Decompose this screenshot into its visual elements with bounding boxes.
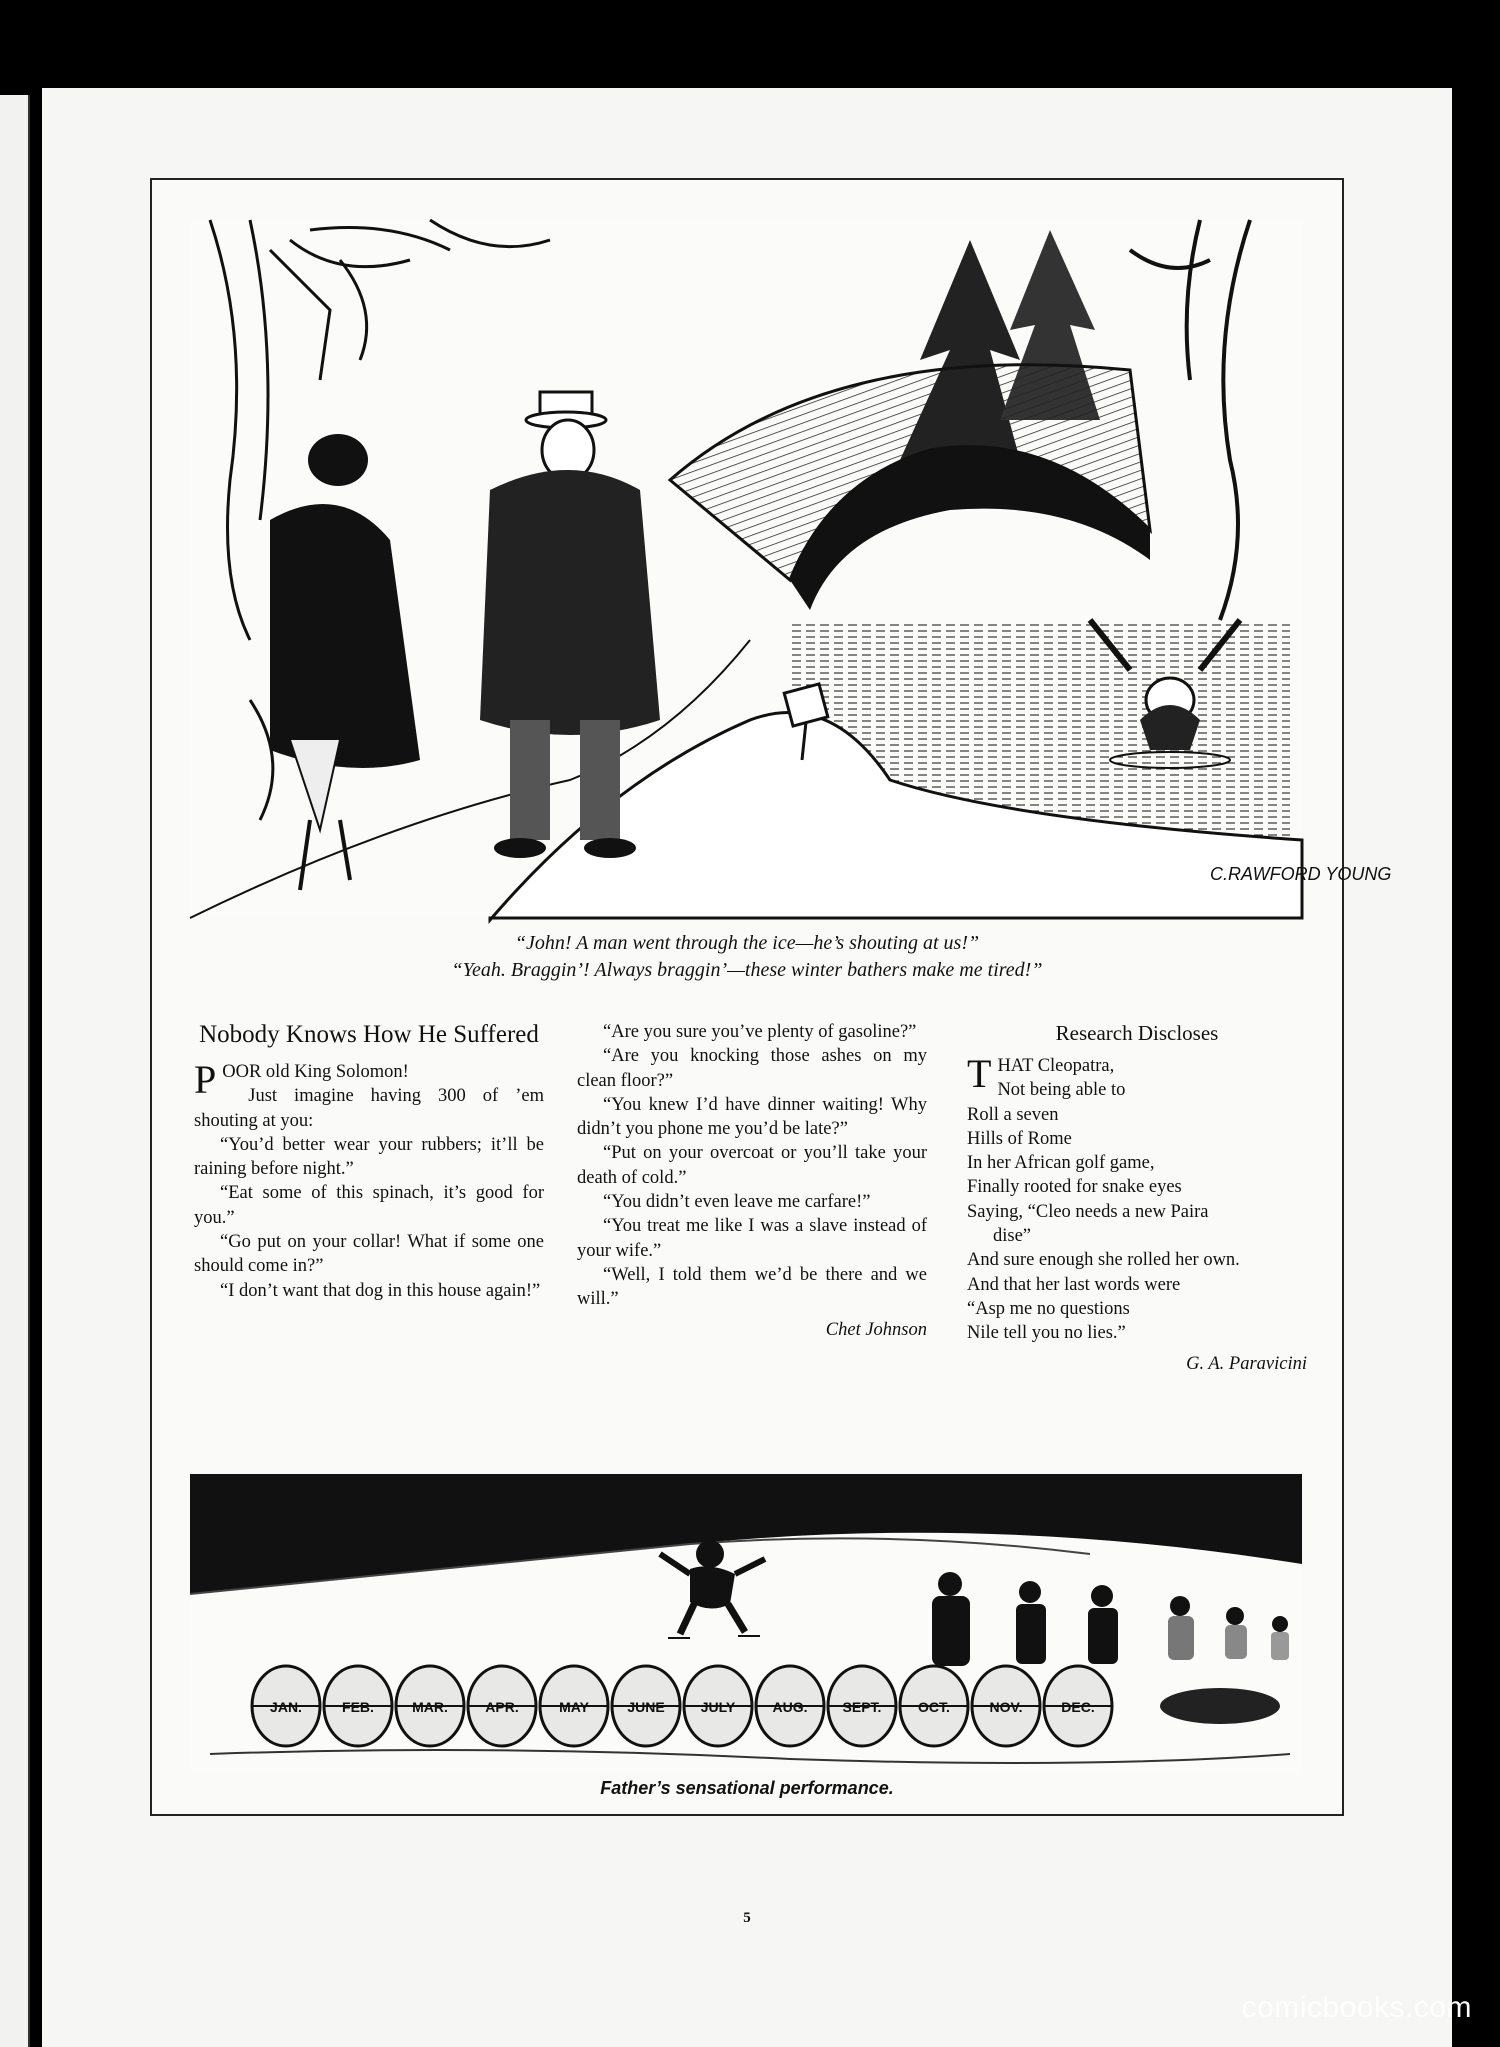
barrel-label: JUNE: [627, 1699, 665, 1715]
ice-cartoon-illustration: [190, 220, 1392, 918]
barrel: [324, 1666, 392, 1746]
paragraph: “Put on your overcoat or you’ll take your death of cold.”: [577, 1143, 927, 1188]
barrel-label: AUG.: [772, 1699, 808, 1715]
poem-line: In her African golf game,: [967, 1153, 1155, 1174]
paragraph: “Are you knocking those ashes on my clean floor?”: [577, 1046, 927, 1091]
poem-line: And that her last words were: [967, 1274, 1181, 1295]
drop-cap: T: [967, 1051, 992, 1096]
barrel: [828, 1666, 896, 1746]
barrel: [972, 1666, 1040, 1746]
article-first-paragraph: [194, 1057, 544, 1102]
cartoon-caption: Father’s sensational performance.: [600, 1778, 894, 1798]
barrel: [396, 1666, 464, 1746]
barrel: [1044, 1666, 1112, 1746]
barrel-label: OCT.: [918, 1699, 950, 1715]
barrel: [612, 1666, 680, 1746]
left-page-edge: [0, 95, 30, 2047]
poem-line: Nile tell you no lies.”: [967, 1323, 1126, 1344]
article-title: Nobody Knows How He Suffered: [199, 1021, 539, 1048]
author-credit: Chet Johnson: [825, 1319, 927, 1340]
paragraph: “Well, I told them we’d be there and we will.”: [577, 1264, 927, 1310]
barrel: [900, 1666, 968, 1746]
watermark: comicbooks.com: [1241, 1991, 1472, 2024]
paragraph: “Eat some of this spinach, it’s good for you.”: [194, 1183, 544, 1228]
article-title: Research Discloses: [1055, 1021, 1219, 1045]
cartoon-caption: [152, 930, 1342, 984]
paragraph: “Go put on your collar! What if some one should come in?”: [194, 1232, 544, 1277]
author-credit: G. A. Paravicini: [1186, 1353, 1307, 1374]
barrel-label: APR.: [485, 1699, 519, 1715]
first-line-text: HAT Cleopatra,: [997, 1056, 1115, 1076]
barrel-label: FEB.: [342, 1699, 374, 1715]
barrel-label: JULY: [700, 1699, 736, 1715]
paragraph: “I don’t want that dog in this house again!”: [220, 1280, 541, 1301]
article-column-1: [194, 1020, 544, 1303]
barrel-label: DEC.: [1061, 1699, 1095, 1715]
barrel: [252, 1666, 320, 1746]
poem-line: dise”: [993, 1226, 1032, 1247]
poem-line: Finally rooted for snake eyes: [967, 1177, 1182, 1198]
poem-line: Hills of Rome: [967, 1128, 1072, 1149]
drop-cap: P: [194, 1057, 217, 1102]
skating-cartoon-illustration: [190, 1474, 1302, 1774]
paragraph: “You knew I’d have dinner waiting! Why didn’t you phone me you’d be late?”: [577, 1094, 927, 1140]
paragraph: “You didn’t even leave me carfare!”: [603, 1192, 871, 1213]
paragraph: “Are you sure you’ve plenty of gasoline?”: [603, 1022, 917, 1042]
paragraph: “You treat me like I was a slave instead of your wife.”: [577, 1216, 927, 1261]
caption-line-1: “John! A man went through the ice—he’s shouting at us!”: [514, 932, 980, 954]
barrel-label: NOV.: [989, 1699, 1023, 1715]
paragraph: “You’d better wear your rubbers; it’ll be raining before night.”: [194, 1134, 544, 1180]
poem-line: And sure enough she rolled her own.: [967, 1250, 1240, 1271]
page-frame: [150, 178, 1392, 1816]
caption-line-2: “Yeah. Braggin’! Always braggin’—these winter bathers make me tired!”: [451, 959, 1043, 981]
first-line-text: OOR old King Solomon!: [222, 1062, 409, 1082]
article-column-2: [577, 1020, 927, 1342]
barrel-label: SEPT.: [842, 1699, 882, 1715]
poem-line: “Asp me no questions: [967, 1298, 1130, 1319]
article-column-3: [967, 1020, 1307, 1376]
barrel: [468, 1666, 536, 1746]
barrel: [540, 1666, 608, 1746]
artist-signature: C.RAWFORD YOUNG: [1210, 864, 1392, 884]
poem-line: Roll a seven: [967, 1104, 1059, 1125]
page-number: 5: [743, 1910, 751, 1926]
magazine-page: [42, 88, 1452, 2047]
barrel: [756, 1666, 824, 1746]
barrel-label: MAR.: [412, 1699, 448, 1715]
barrel-label: JAN.: [270, 1699, 302, 1715]
barrel-label: MAY: [559, 1699, 589, 1715]
barrel: [684, 1666, 752, 1746]
poem-line: Not being able to: [997, 1080, 1126, 1101]
paragraph: Just imagine having 300 of ’em shouting at you:: [194, 1086, 544, 1131]
poem-line: Saying, “Cleo needs a new Paira: [967, 1201, 1209, 1222]
